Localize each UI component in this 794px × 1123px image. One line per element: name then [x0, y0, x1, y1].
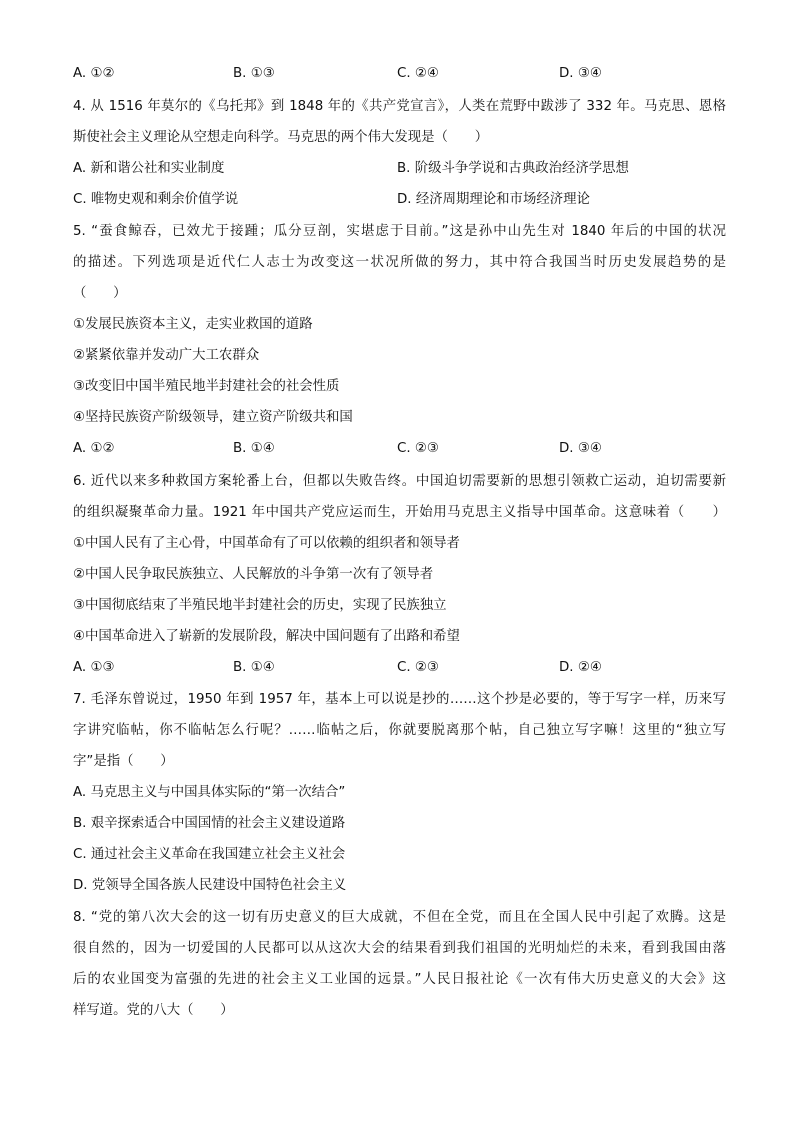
q5-stem-line-3: （ ）	[73, 286, 127, 301]
q4-options-row-2	[73, 190, 726, 210]
q6-item-1: ①中国人民有了主心骨，中国革命有了可以依赖的组织者和领导者	[73, 536, 460, 551]
q6-option-a[interactable]: A. ①③	[73, 660, 115, 675]
q6-stem-line-1: 6. 近代以来多种救国方案轮番上台，但都以失败告终。中国迫切需要新的思想引领救亡运动，迫切需要新	[73, 474, 726, 489]
q8-stem-line-2: 很自然的，因为一切爱国的人民都可以从这次大会的结果看到我们祖国的光明灿烂的未来，看到我国由落	[73, 941, 726, 956]
q5-option-c[interactable]: C. ②③	[397, 441, 439, 456]
q4-option-c[interactable]: C. 唯物史观和剩余价值学说	[73, 192, 239, 207]
q8-stem-line-1: 8. “党的第八次大会的这一切有历史意义的巨大成就，不但在全党，而且在全国人民中引起了欢腾。这是	[73, 910, 726, 925]
q7-option-b[interactable]: B. 艰辛探索适合中国国情的社会主义建设道路	[73, 816, 346, 831]
q6-item-4: ④中国革命进入了崭新的发展阶段，解决中国问题有了出路和希望	[73, 629, 460, 644]
q4-stem-line-1: 4. 从 1516 年莫尔的《乌托邦》到 1848 年的《共产党宣言》，人类在荒野中跋涉了 332 年。马克思、恩格	[73, 99, 726, 114]
q8-stem-line-4: 样写道。党的八大（ ）	[73, 1003, 234, 1018]
q7-option-c[interactable]: C. 通过社会主义革命在我国建立社会主义社会	[73, 847, 346, 862]
q6-stem-line-2: 的组织凝聚革命力量。1921 年中国共产党应运而生，开始用马克思主义指导中国革命。这意味着（ ）	[73, 505, 726, 520]
q4-option-d[interactable]: D. 经济周期理论和市场经济理论	[397, 192, 590, 207]
q3-option-b[interactable]: B. ①③	[233, 66, 275, 81]
q5-item-1: ①发展民族资本主义，走实业救国的道路	[73, 317, 313, 332]
q6-option-b[interactable]: B. ①④	[233, 660, 275, 675]
q3-option-d[interactable]: D. ③④	[559, 66, 602, 81]
q5-options	[73, 439, 726, 459]
q6-options	[73, 658, 726, 678]
q5-option-d[interactable]: D. ③④	[559, 441, 602, 456]
q8-stem-line-3: 后的农业国变为富强的先进的社会主义工业国的远景。”人民日报社论《一次有伟大历史意义的大会》这	[73, 972, 726, 987]
q4-option-a[interactable]: A. 新和谐公社和实业制度	[73, 161, 225, 176]
q5-option-b[interactable]: B. ①④	[233, 441, 275, 456]
q3-options	[73, 64, 726, 84]
q5-item-2: ②紧紧依靠并发动广大工农群众	[73, 348, 260, 363]
q6-item-3: ③中国彻底结束了半殖民地半封建社会的历史，实现了民族独立	[73, 598, 447, 613]
q7-option-d[interactable]: D. 党领导全国各族人民建设中国特色社会主义	[73, 878, 347, 893]
q7-option-a[interactable]: A. 马克思主义与中国具体实际的“第一次结合”	[73, 785, 346, 800]
q3-option-a[interactable]: A. ①②	[73, 66, 115, 81]
q6-option-d[interactable]: D. ②④	[559, 660, 602, 675]
q5-option-a[interactable]: A. ①②	[73, 441, 115, 456]
q5-item-4: ④坚持民族资产阶级领导，建立资产阶级共和国	[73, 410, 353, 425]
q6-option-c[interactable]: C. ②③	[397, 660, 439, 675]
q7-stem-line-2: 字讲究临帖，你不临帖怎么行呢？……临帖之后，你就要脱离那个帖，自己独立写字嘛！这里的“独立写	[73, 723, 726, 738]
q3-option-c[interactable]: C. ②④	[397, 66, 439, 81]
q7-stem-line-3: 字”是指（ ）	[73, 754, 174, 769]
q4-options-row-1	[73, 159, 726, 179]
q5-item-3: ③改变旧中国半殖民地半封建社会的社会性质	[73, 379, 340, 394]
q4-stem-line-2: 斯使社会主义理论从空想走向科学。马克思的两个伟大发现是（ ）	[73, 130, 489, 145]
q7-stem-line-1: 7. 毛泽东曾说过，1950 年到 1957 年，基本上可以说是抄的……这个抄是必要的，等于写字一样，历来写	[73, 692, 726, 707]
q5-stem-line-2: 的描述。下列选项是近代仁人志士为改变这一状况所做的努力，其中符合我国当时历史发展趋势的是	[73, 255, 726, 270]
q5-stem-line-1: 5. “蚕食鲸吞，已效尤于接踵；瓜分豆剖，实堪虑于目前。”这是孙中山先生对 1840 年后的中国的状况	[73, 224, 726, 239]
q6-item-2: ②中国人民争取民族独立、人民解放的斗争第一次有了领导者	[73, 567, 434, 582]
q4-option-b[interactable]: B. 阶级斗争学说和古典政治经济学思想	[397, 161, 629, 176]
